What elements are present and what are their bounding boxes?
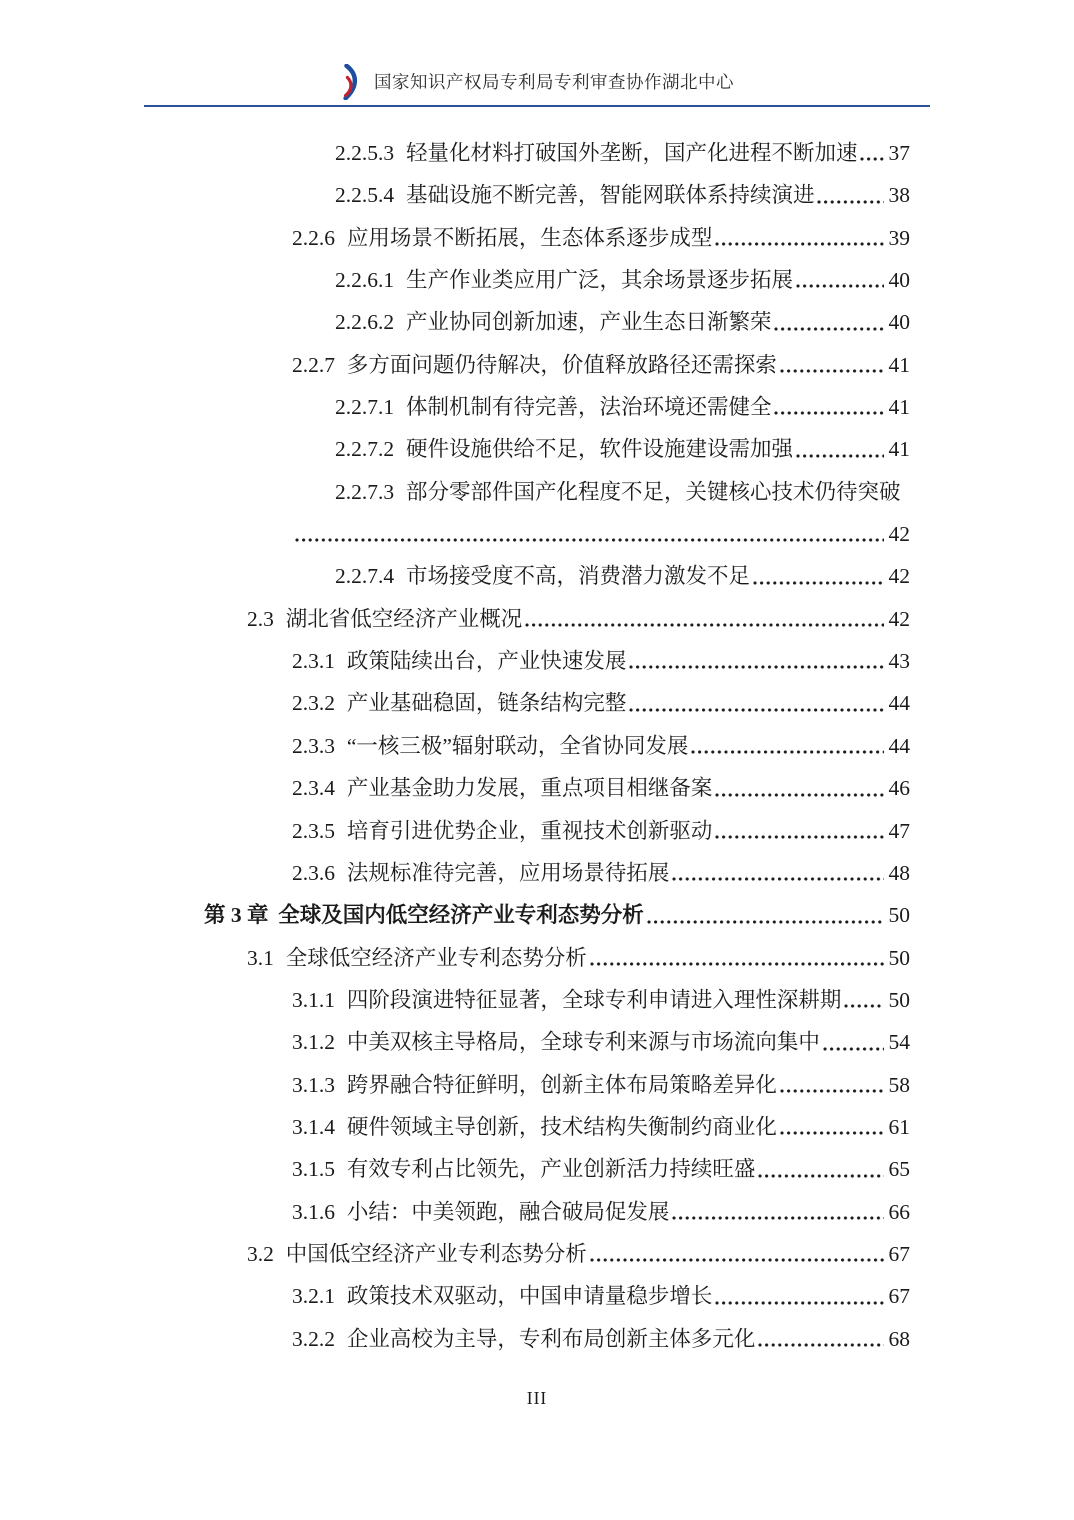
toc-entry[interactable] (144, 598, 930, 640)
toc-entry-page: 58 (888, 1072, 910, 1097)
toc-entry-page: 41 (888, 395, 910, 420)
toc-entry-number: 3.1.1 (292, 987, 335, 1012)
toc-entry[interactable] (144, 725, 930, 767)
toc-entry-page: 40 (888, 310, 910, 335)
toc-entry[interactable] (144, 471, 930, 513)
toc-dot-leader (817, 200, 883, 204)
toc-entry-page: 42 (888, 522, 910, 547)
toc-entry-number: 3.1 (247, 945, 274, 970)
toc-entry-number: 3.1.3 (292, 1072, 335, 1097)
toc-entry[interactable] (144, 1021, 930, 1063)
toc-entry-title: 多方面问题仍待解决，价值释放路径还需探索 (346, 352, 777, 377)
toc-entry-title: 产业基金助力发展，重点项目相继备案 (346, 776, 713, 801)
toc-dot-leader (672, 1216, 883, 1220)
toc-entry-number: 3.1.5 (292, 1157, 335, 1182)
toc-entry-page: 54 (888, 1030, 910, 1055)
toc-entry-title: 部分零部件国产化程度不足，关键核心技术仍待突破 (405, 479, 901, 504)
toc-entry-page: 48 (888, 860, 910, 885)
toc-entry-page: 42 (888, 564, 910, 589)
toc-entry[interactable] (144, 132, 930, 174)
page-number-footer: III (526, 1388, 548, 1408)
toc-entry-page: 44 (888, 733, 910, 758)
toc-entry-number: 2.2.7 (292, 352, 335, 377)
toc-entry-title: 政策陆续出台，产业快速发展 (346, 649, 627, 674)
toc-entry[interactable] (144, 894, 930, 936)
toc-dot-leader (295, 538, 884, 542)
toc-entry-page: 67 (888, 1284, 910, 1309)
toc-entry-number: 2.2.7.4 (335, 564, 395, 589)
toc-entry-title: 硬件领域主导创新，技术结构失衡制约商业化 (346, 1114, 777, 1139)
toc-entry-page: 50 (888, 987, 910, 1012)
toc-entry-page: 40 (888, 268, 910, 293)
toc-entry-number: 2.2.6.1 (335, 268, 395, 293)
org-name: 国家知识产权局专利局专利审查协作湖北中心 (374, 71, 734, 92)
toc-entry-number: 3.2 (247, 1241, 274, 1266)
toc-dot-leader (780, 1131, 884, 1135)
toc-dot-leader (715, 1301, 883, 1305)
toc-entry-title: 生产作业类应用广泛，其余场景逐步拓展 (405, 268, 793, 293)
toc-entry[interactable] (144, 428, 930, 470)
toc-dot-leader (715, 793, 883, 797)
toc-entry-title: 全球及国内低空经济产业专利态势分析 (278, 903, 644, 928)
toc-entry[interactable] (144, 555, 930, 597)
toc-entry[interactable] (144, 1106, 930, 1148)
toc-dot-leader (647, 920, 884, 924)
toc-entry-title: 中国低空经济产业专利态势分析 (285, 1241, 587, 1266)
toc-entry-number: 3.2.2 (292, 1326, 335, 1351)
toc-entry-title: 产业协同创新加速，产业生态日渐繁荣 (405, 310, 772, 335)
toc-entry-page: 43 (888, 649, 910, 674)
toc-entry-number: 2.2.7.1 (335, 395, 395, 420)
toc-entry-number: 2.2.7.2 (335, 437, 395, 462)
page-header (0, 0, 1074, 107)
toc-entry-page: 61 (888, 1114, 910, 1139)
toc-entry-page: 39 (888, 225, 910, 250)
toc-entry-number: 2.3.3 (292, 733, 335, 758)
toc-dot-leader (774, 327, 883, 331)
toc-entry-page: 42 (888, 606, 910, 631)
toc-entry[interactable] (144, 810, 930, 852)
swoosh-ribbon-icon (340, 64, 362, 100)
toc-entry-number: 2.3.2 (292, 691, 335, 716)
toc-dot-leader (774, 411, 883, 415)
toc-dot-leader (796, 454, 884, 458)
toc-entry-number: 3.1.4 (292, 1114, 335, 1139)
toc-entry-title: 硬件设施供给不足，软件设施建设需加强 (405, 437, 793, 462)
toc-entry-page: 46 (888, 776, 910, 801)
toc-entry[interactable] (144, 767, 930, 809)
toc-entry-title: 基础设施不断完善，智能网联体系持续演进 (405, 183, 815, 208)
toc-entry[interactable] (144, 1275, 930, 1317)
toc-entry-page: 44 (888, 691, 910, 716)
toc-entry-number: 2.3 (247, 606, 274, 631)
toc-entry-title: 轻量化材料打破国外垄断，国产化进程不断加速 (405, 141, 858, 165)
toc-entry-number: 第 3 章 (204, 903, 269, 928)
toc-entry[interactable] (144, 852, 930, 894)
toc-entry[interactable] (144, 1233, 930, 1275)
toc-entry[interactable] (144, 1148, 930, 1190)
toc-entry-number: 2.3.4 (292, 776, 335, 801)
toc-entry-number: 3.1.6 (292, 1199, 335, 1224)
toc-entry-title: 四阶段演进特征显著，全球专利申请进入理性深耕期 (346, 987, 842, 1012)
toc-entry-page: 67 (888, 1241, 910, 1266)
toc-entry-title: 市场接受度不高，消费潜力激发不足 (405, 564, 750, 589)
toc-dot-leader (780, 369, 884, 373)
toc-dot-leader (672, 877, 883, 881)
toc-entry-title: 应用场景不断拓展，生态体系逐步成型 (346, 225, 713, 250)
toc-entry[interactable] (144, 259, 930, 301)
toc-dot-leader (590, 962, 884, 966)
toc-entry-title: 体制机制有待完善，法治环境还需健全 (405, 395, 772, 420)
toc-entry-page: 37 (888, 141, 910, 165)
toc-entry[interactable] (144, 217, 930, 259)
toc-entry[interactable] (144, 682, 930, 724)
toc-dot-leader (590, 1258, 884, 1262)
toc-entry[interactable] (144, 513, 930, 555)
toc-dot-leader (780, 1089, 884, 1093)
toc-entry[interactable] (144, 937, 930, 979)
toc-entry-page: 47 (888, 818, 910, 843)
toc-entry-number: 2.3.1 (292, 649, 335, 674)
toc-dot-leader (758, 1174, 883, 1178)
toc-dot-leader (758, 1343, 883, 1347)
toc-entry-title: 中美双核主导格局，全球专利来源与市场流向集中 (346, 1030, 820, 1055)
toc-entry-number: 2.3.5 (292, 818, 335, 843)
toc-dot-leader (691, 750, 883, 754)
toc-dot-leader (629, 665, 883, 669)
header-rule (144, 105, 930, 107)
toc-entry-page: 50 (888, 903, 910, 928)
toc-dot-leader (844, 1004, 883, 1008)
toc-entry-page: 68 (888, 1326, 910, 1351)
toc-entry[interactable] (144, 174, 930, 216)
toc-entry-number: 3.1.2 (292, 1030, 335, 1055)
toc-entry[interactable] (144, 344, 930, 386)
toc-entry-page: 65 (888, 1157, 910, 1182)
toc-dot-leader (715, 242, 883, 246)
toc-entry-page: 38 (888, 183, 910, 208)
toc-entry[interactable] (144, 979, 930, 1021)
toc-entry-number: 2.2.6.2 (335, 310, 395, 335)
toc-dot-leader (753, 581, 884, 585)
toc-entry-title: 小结：中美领跑，融合破局促发展 (346, 1199, 670, 1224)
toc-dot-leader (525, 623, 883, 627)
toc-dot-leader (860, 157, 883, 161)
toc-entry-number: 2.2.5.4 (335, 183, 395, 208)
toc-entry-page: 50 (888, 945, 910, 970)
toc-entry[interactable] (144, 640, 930, 682)
toc-dot-leader (629, 708, 883, 712)
toc-dot-leader (823, 1047, 884, 1051)
toc-entry-title: 产业基础稳固，链条结构完整 (346, 691, 627, 716)
toc-entry-number: 3.2.1 (292, 1284, 335, 1309)
toc-entry-title: “一核三极”辐射联动，全省协同发展 (346, 733, 689, 758)
toc-entry-title: 企业高校为主导，专利布局创新主体多元化 (346, 1326, 756, 1351)
toc-entry-page: 66 (888, 1199, 910, 1224)
toc-entry-title: 有效专利占比领先，产业创新活力持续旺盛 (346, 1157, 756, 1182)
toc-entry-number: 2.3.6 (292, 860, 335, 885)
toc-entry[interactable] (144, 386, 930, 428)
toc-entry-title: 政策技术双驱动，中国申请量稳步增长 (346, 1284, 713, 1309)
table-of-contents (144, 132, 930, 1360)
toc-entry-title: 湖北省低空经济产业概况 (285, 606, 523, 631)
toc-entry-page: 41 (888, 437, 910, 462)
toc-entry-number: 2.2.7.3 (335, 479, 395, 504)
toc-entry-title: 跨界融合特征鲜明，创新主体布局策略差异化 (346, 1072, 777, 1097)
toc-dot-leader (715, 835, 883, 839)
toc-entry[interactable] (144, 1318, 930, 1360)
toc-entry-title: 培育引进优势企业，重视技术创新驱动 (346, 818, 713, 843)
toc-entry[interactable] (144, 1191, 930, 1233)
toc-entry[interactable] (144, 301, 930, 343)
toc-entry-number: 2.2.6 (292, 225, 335, 250)
toc-dot-leader (796, 284, 884, 288)
toc-entry[interactable] (144, 1064, 930, 1106)
toc-entry-title: 法规标准待完善，应用场景待拓展 (346, 860, 670, 885)
toc-entry-title: 全球低空经济产业专利态势分析 (285, 945, 587, 970)
toc-entry-number: 2.2.5.3 (335, 141, 395, 165)
toc-entry-page: 41 (888, 352, 910, 377)
